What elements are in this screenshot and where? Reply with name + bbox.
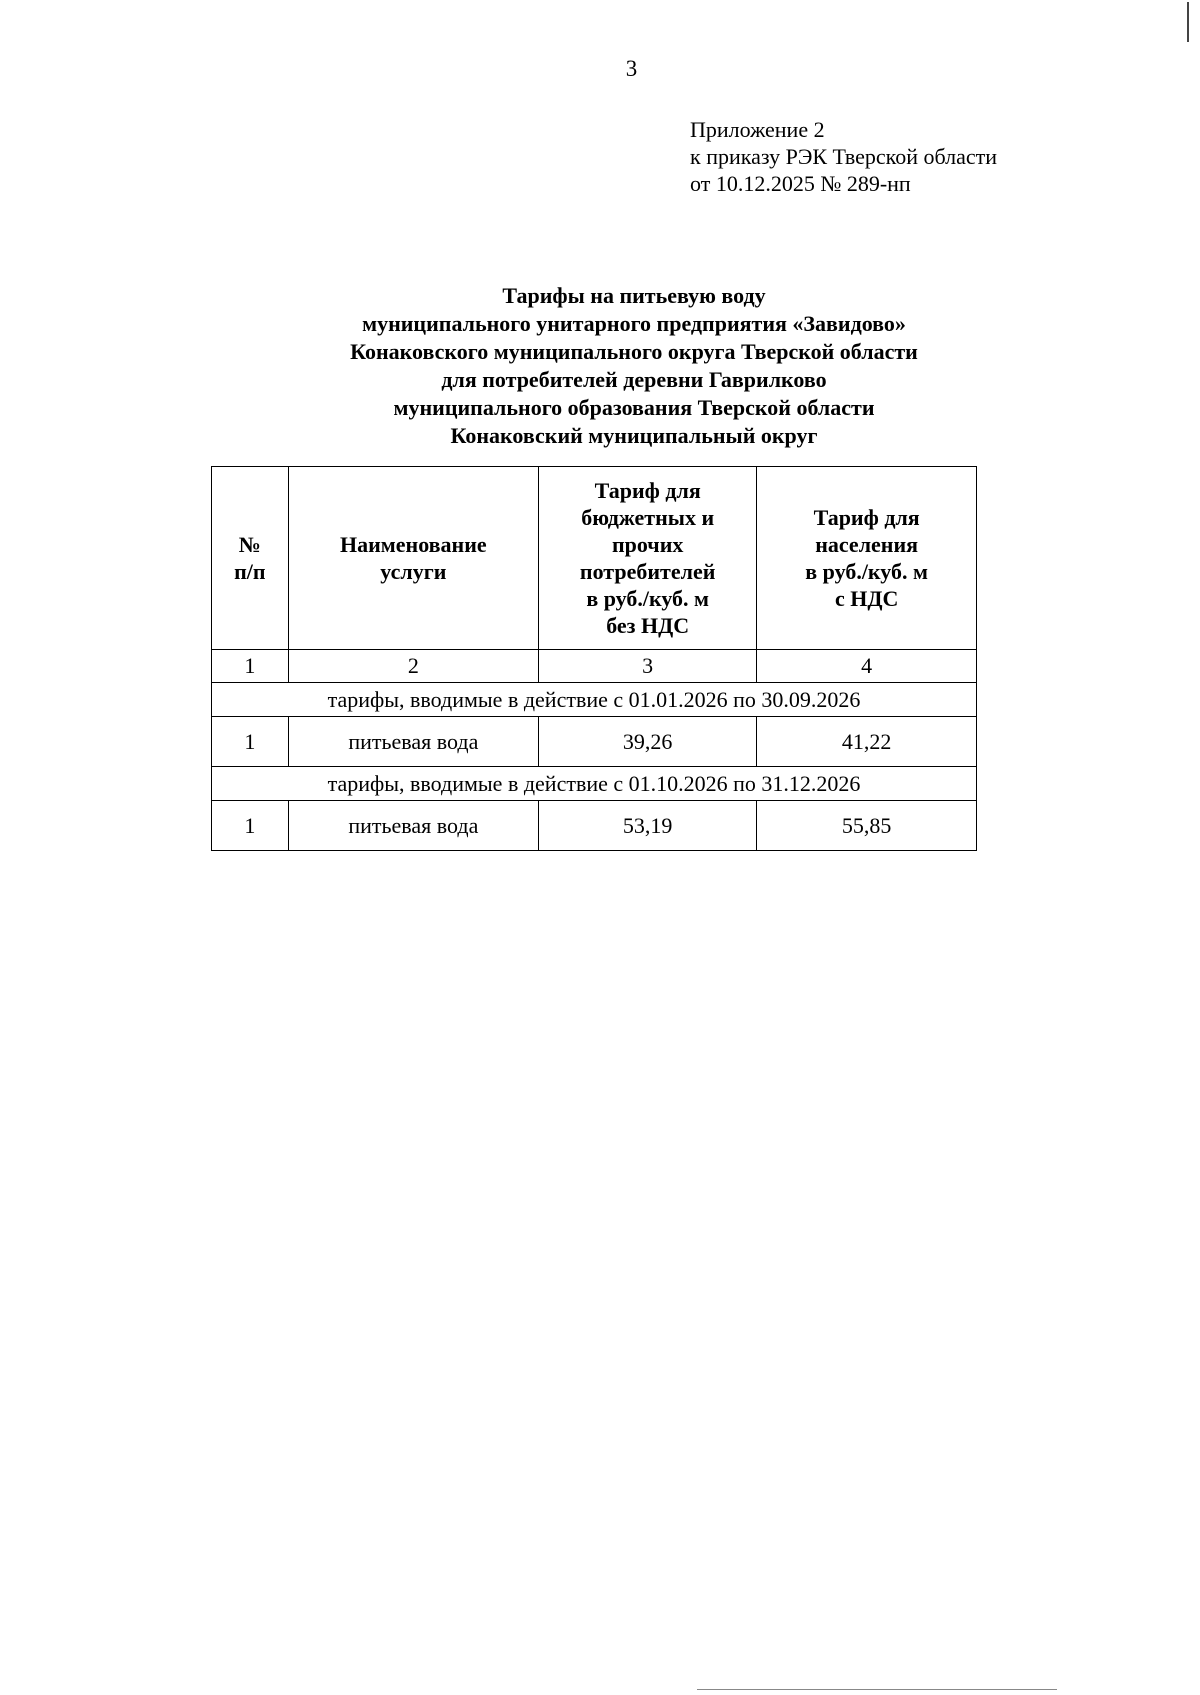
scan-edge-mark xyxy=(1187,2,1189,42)
table-row xyxy=(212,801,977,851)
header-budget-tariff: Тариф для бюджетных и прочих потребителей в руб./куб. м без НДС xyxy=(539,467,757,650)
title-line: муниципального унитарного предприятия «Завидово» xyxy=(362,311,906,336)
appendix-line: от 10.12.2025 № 289-нп xyxy=(690,171,911,196)
column-index-cell: 2 xyxy=(288,650,538,683)
header-population-tariff: Тариф для населения в руб./куб. м с НДС xyxy=(757,467,977,650)
row-number: 1 xyxy=(212,717,289,767)
column-index-cell: 4 xyxy=(757,650,977,683)
header-service-name: Наименование услуги xyxy=(288,467,538,650)
budget-tariff-cell: 53,19 xyxy=(539,801,757,851)
title-line: Конаковский муниципальный округ xyxy=(450,423,818,448)
header-number: № п/п xyxy=(212,467,289,650)
table-row xyxy=(212,717,977,767)
scan-edge-mark xyxy=(697,1689,1057,1690)
period-label: тарифы, вводимые в действие с 01.01.2026 по 30.09.2026 xyxy=(212,683,977,717)
budget-tariff-cell: 39,26 xyxy=(539,717,757,767)
appendix-reference xyxy=(690,116,997,197)
appendix-line: к приказу РЭК Тверской области xyxy=(690,144,998,169)
service-name-cell: питьевая вода xyxy=(288,801,538,851)
population-tariff-cell: 55,85 xyxy=(757,801,977,851)
document-title xyxy=(0,282,1200,450)
service-name-cell: питьевая вода xyxy=(288,717,538,767)
column-index-row xyxy=(212,650,977,683)
page-number: 3 xyxy=(625,56,638,81)
tariff-table xyxy=(211,466,977,851)
population-tariff-cell: 41,22 xyxy=(757,717,977,767)
table-header-row xyxy=(212,467,977,650)
title-line: муниципального образования Тверской области xyxy=(393,395,875,420)
period-label: тарифы, вводимые в действие с 01.10.2026 по 31.12.2026 xyxy=(212,767,977,801)
column-index-cell: 1 xyxy=(212,650,289,683)
period-row xyxy=(212,767,977,801)
title-line: Тарифы на питьевую воду xyxy=(502,283,766,308)
title-line: для потребителей деревни Гаврилково xyxy=(441,367,827,392)
title-line: Конаковского муниципального округа Тверской области xyxy=(350,339,918,364)
appendix-line: Приложение 2 xyxy=(690,117,825,142)
period-row xyxy=(212,683,977,717)
row-number: 1 xyxy=(212,801,289,851)
column-index-cell: 3 xyxy=(539,650,757,683)
